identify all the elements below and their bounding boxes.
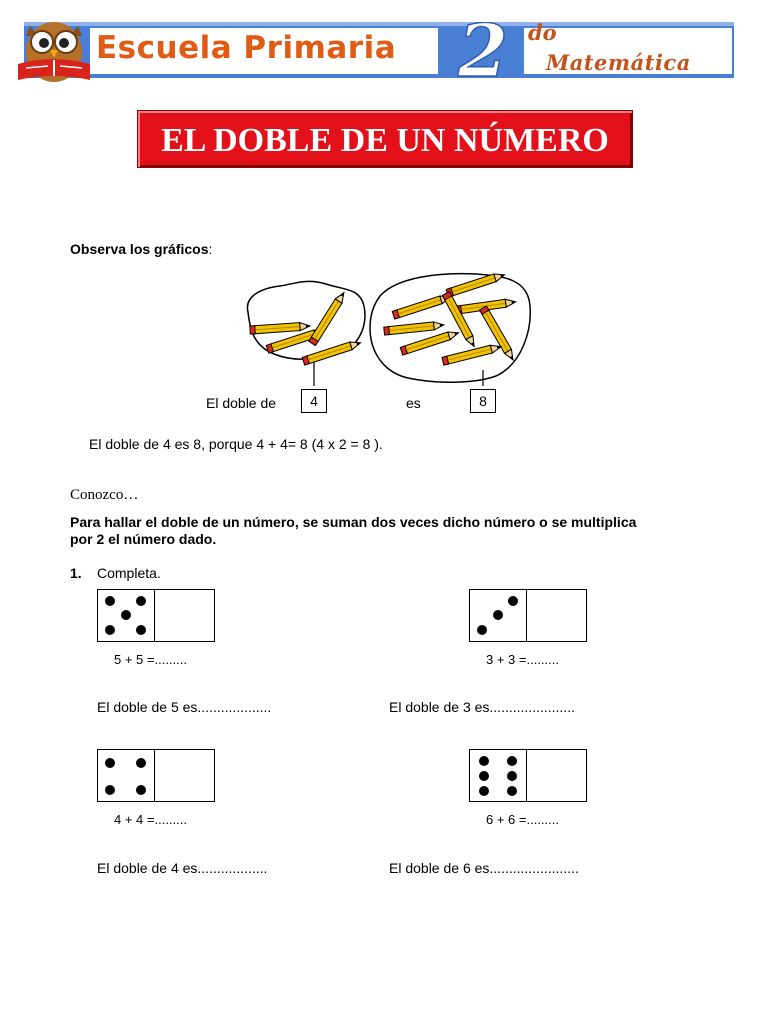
rule-line-2: por 2 el número dado. [70,531,217,547]
exercise-instruction: Completa. [97,565,161,581]
sum-four: 4 + 4 =......... [114,812,187,827]
answer-five: El doble de 5 es................... [97,699,272,715]
sum-five: 5 + 5 =......... [114,652,187,667]
explanation-text: El doble de 4 es 8, porque 4 + 4= 8 (4 x 2 = 8 ). [89,436,383,452]
pip [105,785,115,795]
sum-six: 6 + 6 =......... [486,812,559,827]
observe-heading [70,240,212,258]
pip [136,785,146,795]
domino-dots-half [98,590,155,641]
pip [105,758,115,768]
rule-line-1: Para hallar el doble de un número, se suman dos veces dicho número o se multiplica [70,514,637,530]
page-title: EL DOBLE DE UN NÚMERO [161,122,609,159]
caption-middle: es [406,395,421,411]
domino-four [97,749,215,802]
pip [136,625,146,635]
domino-dots-half [98,750,155,801]
left-value-box: 4 [301,389,327,413]
subject-label: Matemática [546,50,691,75]
observe-colon: : [208,241,213,257]
observe-label: Observa los gráficos [70,241,209,257]
pip [479,771,489,781]
right-value-box: 8 [470,389,496,413]
domino-five [97,589,215,642]
answer-four: El doble de 4 es.................. [97,860,268,876]
sum-three: 3 + 3 =......... [486,652,559,667]
domino-dots-half [470,590,527,641]
pip [136,758,146,768]
answer-six: El doble de 6 es....................... [389,860,579,876]
pip [493,610,503,620]
domino-dots-half [470,750,527,801]
conozco-heading: Conozco… [70,487,139,503]
answer-three: El doble de 3 es...................... [389,699,575,715]
pip [479,756,489,766]
pip [508,596,518,606]
domino-three [469,589,587,642]
exercise-number: 1. [70,565,82,581]
pip [507,756,517,766]
title-box [137,110,633,168]
pip [136,596,146,606]
pip [507,771,517,781]
pip [477,625,487,635]
owl-logo [12,14,96,86]
pip [105,596,115,606]
domino-six [469,749,587,802]
svg-text:2: 2 [458,22,509,82]
pip [479,786,489,796]
school-name: Escuela Primaria [96,30,397,66]
grade-number [452,22,532,82]
caption-prefix: El doble de [206,395,277,411]
pencil-groups-figure [240,266,540,386]
pip [105,625,115,635]
pip [507,786,517,796]
pip [121,610,131,620]
grade-suffix: do [528,20,557,45]
